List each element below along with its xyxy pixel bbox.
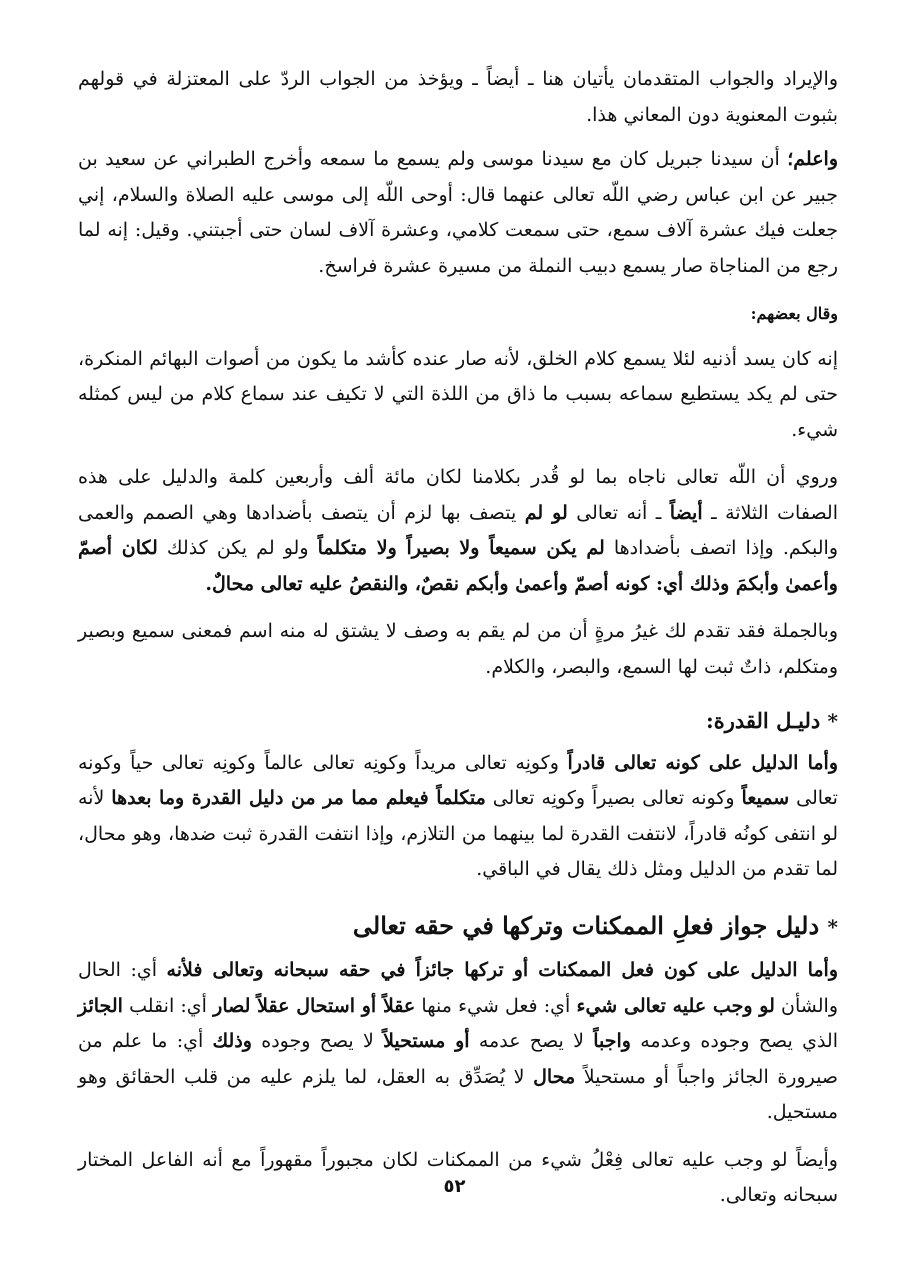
text-run: لأنه لو انتفى كونُه قادراً، لانتفت القدرة لما بينهما من التلازم، وإذا انتفت القدرة ثبت ضدها، وهو محال، لما تقدم من الدليل ومثل ذلك يقال في الباقي.: [78, 787, 838, 880]
paragraph-2-text: أن سيدنا جبريل كان مع سيدنا موسى ولم يسمع ما سمعه وأخرج الطبراني عن سعيد بن جبير عن ابن عباس رضي اللّه تعالى عنهما قال: أوحى اللّه إلى موسى عليه الصلاة والسلام، إني جعلت فيك عشرة آلاف سمع، حتى سمعت كلامي، وعشرة آلاف لسان حتى أجبتني. وقيل: إنه لما رجع من المناجاة صار يسمع دبيب النملة من مسيرة عشرة فراسخ.: [78, 148, 838, 277]
bold-run: سميعاً: [741, 787, 790, 809]
text-run: وروي أن اللّه تعالى ناجاه بما لو قُدر بكلامنا لكان مائة ألف وأربعين كلمة والدليل على هذه الصفات الثلاثة ـ: [78, 466, 838, 524]
text-run: لا يصح عدمه: [469, 1030, 594, 1052]
bold-run: وذلك: [212, 1030, 252, 1052]
text-run: أي: فعل شيء منها: [415, 994, 577, 1017]
bold-run: لكان أصمّ وأعمىٰ وأبكمَ وذلك أي: كونه أصمّ وأعمىٰ وأبكم نقصٌ، والنقصُ عليه تعالى محالٌ.: [78, 537, 838, 595]
heading-jawaz: [78, 908, 838, 946]
paragraph-2: [78, 142, 838, 284]
text-run: يتصف بها لزم أن يتصف بأضدادها وهي الصمم والعمى والبكم. وإذا اتصف بأضدادها: [78, 501, 838, 559]
text-run: أي: ما علم من صيرورة الجائز واجباً أو مستحيلاً: [78, 1030, 838, 1088]
text-run: ولو لم يكن كذلك: [157, 537, 318, 559]
text-run: أي: الحال والشأن: [78, 959, 838, 1017]
bold-run: لو وجب عليه تعالى شيء: [576, 994, 775, 1017]
paragraph-4: [78, 460, 838, 602]
paragraph-8: وأيضاً لو وجب عليه تعالى فِعْلُ شيء من الممكنات لكان مجبوراً مقهوراً مع أنه الفاعل المختار سبحانه وتعالى.: [78, 1148, 838, 1206]
paragraph-3: إنه كان يسد أذنيه لئلا يسمع كلام الخلق، لأنه صار عنده كأشد ما يكون من أصوات البهائم المنكرة، حتى لم يكد يستطيع سماعه بسبب ما ذاق من اللذة التي لا تكيف عند سماع كلام من ليس كمثله شيء.: [78, 347, 838, 441]
heading-qudra: [78, 703, 838, 740]
paragraph-2-lead: واعلم؛: [787, 148, 838, 170]
paragraph-1: والإيراد والجواب المتقدمان يأتيان هنا ـ أيضاً ـ ويؤخذ من الجواب الردّ على المعتزلة في قولهم بثبوت المعنوية دون المعاني هذا.: [78, 68, 838, 126]
paragraph-7: [78, 953, 838, 1131]
text-run: ـ أنه تعالى: [567, 501, 670, 524]
page-body: [78, 62, 838, 1226]
text-run: أي: انقلب: [122, 994, 214, 1017]
text-run: الذي يصح وجوده وعدمه: [630, 1030, 838, 1052]
bold-run: متكلماً فيعلم مما مر من دليل القدرة وما بعدها: [111, 787, 486, 809]
bold-run: واجباً: [593, 1030, 631, 1052]
bold-run: الجائز: [78, 994, 123, 1017]
bold-run: وأما الدليل على كون فعل الممكنات أو تركها جائزاً في حقه سبحانه وتعالى فلأنه: [166, 959, 839, 981]
heading-jawaz-text: دليل جواز فعلِ الممكنات وتركها في حقه تعالى: [352, 910, 820, 940]
section-label: وقال بعضهم:: [750, 304, 838, 323]
asterisk-icon: *: [827, 709, 838, 733]
paragraph-6: [78, 746, 838, 888]
bold-run: أيضاً: [669, 501, 703, 524]
bold-run: محال: [533, 1065, 576, 1088]
asterisk-icon: *: [827, 914, 838, 939]
text-run: لا يصح وجوده: [251, 1030, 384, 1052]
bold-run: وأما الدليل على كونه تعالى قادراً: [567, 751, 838, 774]
text-run: وكونِه تعالى مريداً وكونِه تعالى عالماً وكونِه تعالى حياً وكونه تعالى: [78, 751, 838, 809]
paragraph-5: وبالجملة فقد تقدم لك غيرُ مرةٍ أن من لم يقم به وصف لا يشتق له منه اسم فمعنى سميع وبصير ومتكلم، ذاتٌ ثبت لها السمع، والبصر، والكلام.: [78, 620, 838, 678]
bold-run: لم يكن سميعاً ولا بصيراً ولا متكلماً: [317, 537, 605, 559]
text-run: وكونه تعالى بصيراً وكونِه تعالى: [485, 787, 742, 809]
bold-run: أو مستحيلاً: [383, 1030, 470, 1052]
page-number: ٥٢: [443, 1176, 466, 1197]
text-run: لا يُصَدِّق به العقل، لما يلزم عليه من قلب الحقائق وهو مستحيل.: [78, 1065, 838, 1123]
bold-run: لو لم: [524, 501, 568, 524]
bold-run: عقلاً أو استحال عقلاً لصار: [213, 994, 416, 1017]
heading-qudra-text: دليـل القدرة:: [705, 708, 821, 733]
